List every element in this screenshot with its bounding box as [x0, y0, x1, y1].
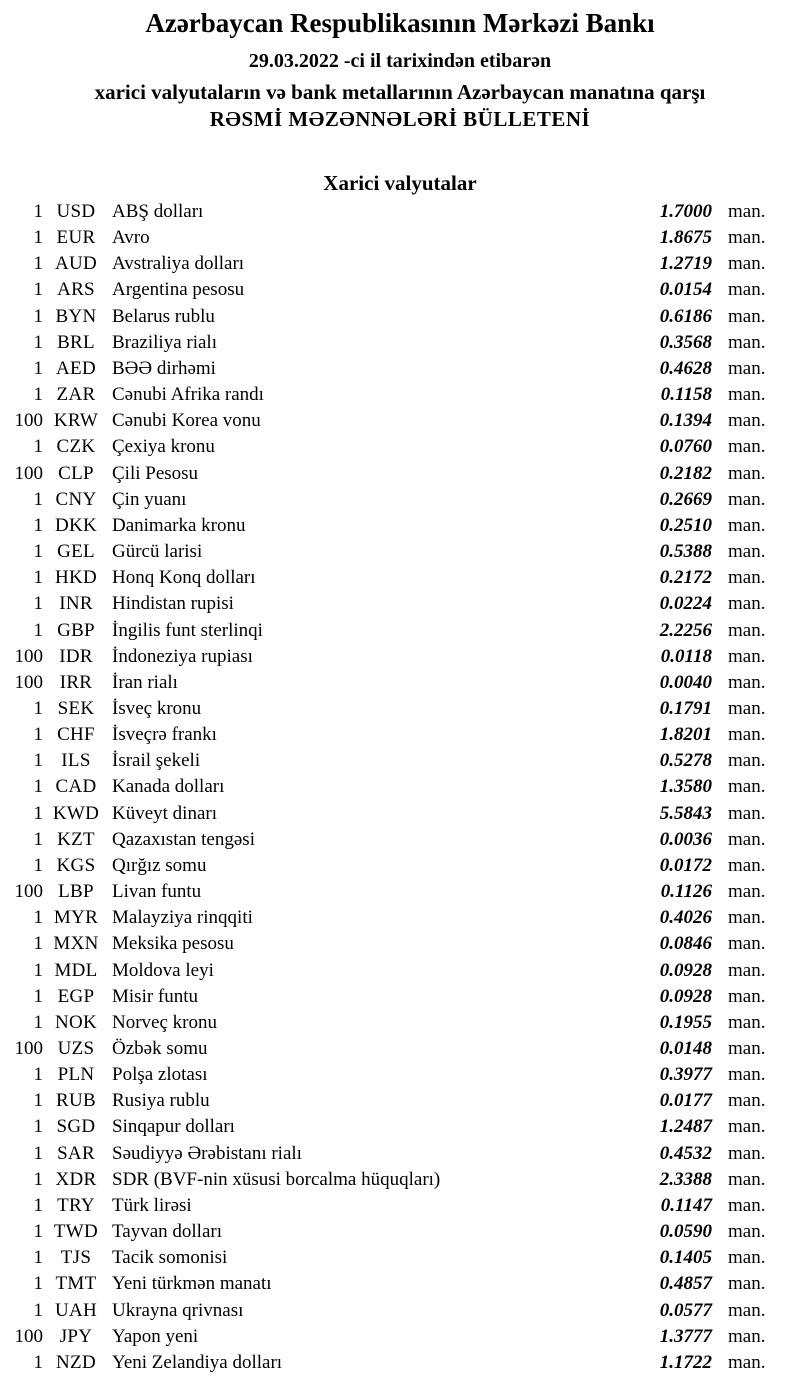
rate-row [0, 434, 800, 460]
currency-name: Çexiya kronu [112, 436, 215, 458]
quantity: 1 [33, 724, 43, 746]
unit-label: man. [728, 384, 766, 406]
currency-code: SEK [57, 697, 95, 719]
currency-name: Belarus rublu [112, 305, 215, 327]
effective-date-line: 29.03.2022 -ci il tarixindən etibarən [248, 50, 552, 72]
currency-code: XDR [55, 1168, 97, 1190]
rate-value: 0.1405 [659, 1247, 712, 1269]
rate-value: 0.0928 [659, 959, 712, 981]
rate-value: 5.5843 [659, 802, 712, 824]
currency-name: ABŞ dolları [112, 201, 204, 222]
currency-name: Avstraliya dolları [112, 253, 245, 275]
quantity: 1 [33, 828, 43, 850]
rate-row [0, 958, 800, 984]
rate-value: 0.4532 [659, 1142, 712, 1164]
rate-row [0, 356, 800, 382]
rate-row [0, 931, 800, 957]
rate-row [0, 670, 800, 696]
unit-label: man. [728, 1299, 766, 1321]
quantity: 1 [33, 201, 43, 222]
rate-row [0, 1271, 800, 1297]
rate-value: 0.0590 [659, 1221, 712, 1243]
currency-code: HKD [54, 567, 98, 589]
rate-value: 0.0760 [659, 436, 712, 458]
unit-label: man. [728, 671, 766, 693]
currency-code: UAH [54, 1299, 98, 1321]
quantity: 1 [33, 541, 43, 563]
currency-code: TMT [55, 1273, 97, 1295]
unit-label: man. [728, 933, 766, 955]
currency-name: İngilis funt sterlinqi [112, 619, 263, 641]
rate-row [0, 1114, 800, 1140]
currency-code: KWD [52, 802, 100, 824]
currency-code: KZT [57, 828, 95, 850]
rate-row [0, 905, 800, 931]
currency-code: BYN [55, 305, 97, 327]
currency-name: Misir funtu [112, 985, 199, 1007]
currency-name: Yeni türkmən manatı [112, 1273, 272, 1295]
rate-value: 0.0928 [659, 985, 712, 1007]
rate-value: 0.6186 [659, 305, 712, 327]
unit-label: man. [728, 1011, 766, 1033]
quantity: 1 [33, 776, 43, 798]
unit-label: man. [728, 1116, 766, 1138]
quantity: 100 [14, 462, 43, 484]
currency-name: Tacik somonisi [112, 1247, 228, 1269]
rate-row [0, 382, 800, 408]
rate-value: 0.0846 [659, 933, 712, 955]
unit-label: man. [728, 488, 766, 510]
bulletin-header [0, 0, 800, 132]
rate-row [0, 644, 800, 670]
rate-row [0, 1193, 800, 1219]
currency-code: ZAR [56, 384, 96, 406]
rate-value: 0.5278 [659, 750, 712, 772]
rate-row [0, 461, 800, 487]
currency-name: Avro [112, 227, 150, 249]
rate-value: 0.1394 [659, 410, 712, 432]
currency-code: USD [56, 201, 96, 222]
quantity: 1 [33, 357, 43, 379]
rate-value: 2.2256 [659, 619, 712, 641]
rate-row [0, 801, 800, 827]
rate-row [0, 618, 800, 644]
rate-value: 0.5388 [659, 541, 712, 563]
quantity: 100 [14, 881, 43, 903]
unit-label: man. [728, 619, 766, 641]
currency-name: Türk lirəsi [112, 1194, 192, 1216]
currency-name: Sinqapur dolları [112, 1116, 235, 1138]
quantity: 1 [33, 305, 43, 327]
currency-code: CNY [55, 488, 97, 510]
currency-name: Honq Konq dolları [112, 567, 256, 589]
unit-label: man. [728, 331, 766, 353]
rate-row [0, 565, 800, 591]
rate-row [0, 487, 800, 513]
quantity: 1 [33, 959, 43, 981]
rate-value: 0.0040 [659, 671, 712, 693]
rate-value: 0.4026 [659, 907, 712, 929]
unit-label: man. [728, 279, 766, 301]
currency-code: MDL [54, 959, 98, 981]
quantity: 100 [14, 410, 43, 432]
currency-code: IDR [59, 645, 93, 667]
currency-code: RUB [56, 1090, 96, 1112]
rate-row [0, 1167, 800, 1193]
rate-value: 1.1722 [659, 1351, 712, 1373]
currency-name: Livan funtu [112, 881, 202, 903]
rate-row [0, 591, 800, 617]
currency-code: ILS [61, 750, 91, 772]
currency-name: Rusiya rublu [112, 1090, 210, 1112]
quantity: 1 [33, 854, 43, 876]
currency-name: İsrail şekeli [112, 750, 201, 772]
quantity: 1 [33, 750, 43, 772]
rate-row [0, 696, 800, 722]
rate-value: 0.1791 [659, 697, 712, 719]
quantity: 1 [33, 253, 43, 275]
quantity: 100 [14, 645, 43, 667]
rate-value: 0.0177 [659, 1090, 712, 1112]
currency-name: Danimarka kronu [112, 514, 246, 536]
currency-name: Ukrayna qrivnası [112, 1299, 244, 1321]
rate-value: 0.2182 [659, 462, 712, 484]
currency-name: Gürcü larisi [112, 541, 203, 563]
unit-label: man. [728, 1194, 766, 1216]
rate-row [0, 199, 800, 225]
quantity: 1 [33, 1247, 43, 1269]
unit-label: man. [728, 1168, 766, 1190]
unit-label: man. [728, 907, 766, 929]
rates-table [0, 199, 800, 1376]
quantity: 1 [33, 384, 43, 406]
unit-label: man. [728, 567, 766, 589]
rate-value: 0.1158 [660, 384, 712, 406]
currency-name: İsveçrə frankı [112, 724, 217, 746]
currency-name: Küveyt dinarı [112, 802, 218, 824]
rate-row [0, 1324, 800, 1350]
rate-value: 1.8201 [659, 724, 712, 746]
currency-name: BƏƏ dirhəmi [112, 357, 216, 379]
rate-value: 1.7000 [659, 201, 712, 222]
quantity: 1 [33, 1299, 43, 1321]
rate-row [0, 1350, 800, 1376]
unit-label: man. [728, 593, 766, 615]
currency-name: Çili Pesosu [112, 462, 199, 484]
currency-code: AED [56, 357, 96, 379]
quantity: 1 [33, 1142, 43, 1164]
quantity: 1 [33, 907, 43, 929]
unit-label: man. [728, 881, 766, 903]
rate-value: 0.0172 [659, 854, 712, 876]
currency-name: Moldova leyi [112, 959, 214, 981]
unit-label: man. [728, 1142, 766, 1164]
rate-row [0, 1088, 800, 1114]
rate-value: 0.0577 [659, 1299, 712, 1321]
unit-label: man. [728, 305, 766, 327]
rate-value: 1.3580 [659, 776, 712, 798]
bank-title: Azərbaycan Respublikasının Mərkəzi Bankı [145, 8, 655, 38]
unit-label: man. [728, 959, 766, 981]
currency-code: TRY [57, 1194, 95, 1216]
quantity: 1 [33, 331, 43, 353]
currency-name: Cənubi Afrika randı [112, 384, 264, 406]
currency-name: İndoneziya rupiası [112, 645, 253, 667]
currency-code: ARS [57, 279, 95, 301]
currency-code: SGD [56, 1116, 96, 1138]
rate-value: 0.0118 [660, 645, 712, 667]
currency-code: INR [59, 593, 93, 615]
quantity: 1 [33, 1194, 43, 1216]
currency-code: EGP [57, 985, 95, 1007]
rate-row [0, 853, 800, 879]
rate-value: 0.2510 [659, 514, 712, 536]
quantity: 1 [33, 567, 43, 589]
rate-row [0, 1298, 800, 1324]
currency-code: TJS [60, 1247, 92, 1269]
unit-label: man. [728, 724, 766, 746]
unit-label: man. [728, 1325, 766, 1347]
section-title-foreign-currencies: Xarici valyutalar [323, 171, 477, 195]
currency-name: Səudiyyə Ərəbistanı rialı [112, 1142, 302, 1164]
unit-label: man. [728, 1090, 766, 1112]
currency-code: MYR [53, 907, 99, 929]
quantity: 1 [33, 802, 43, 824]
rate-value: 1.2487 [659, 1116, 712, 1138]
currency-name: Polşa zlotası [112, 1064, 208, 1086]
rate-row [0, 1010, 800, 1036]
quantity: 1 [33, 985, 43, 1007]
quantity: 100 [14, 1038, 43, 1059]
quantity: 1 [33, 1273, 43, 1295]
unit-label: man. [728, 514, 766, 536]
unit-label: man. [728, 227, 766, 249]
unit-label: man. [728, 854, 766, 876]
rate-row [0, 1219, 800, 1245]
rate-value: 1.2719 [659, 253, 712, 275]
unit-label: man. [728, 645, 766, 667]
rate-row [0, 984, 800, 1010]
quantity: 100 [14, 671, 43, 693]
rate-value: 0.4628 [659, 357, 712, 379]
unit-label: man. [728, 776, 766, 798]
rate-row [0, 1141, 800, 1167]
currency-code: KGS [56, 854, 96, 876]
rate-row [0, 722, 800, 748]
currency-name: Norveç kronu [112, 1011, 217, 1033]
rate-value: 0.1955 [659, 1011, 712, 1033]
unit-label: man. [728, 201, 766, 222]
currency-code: CZK [56, 436, 96, 458]
unit-label: man. [728, 697, 766, 719]
rate-row [0, 827, 800, 853]
rate-row [0, 408, 800, 434]
unit-label: man. [728, 1038, 766, 1059]
quantity: 1 [33, 1168, 43, 1190]
unit-label: man. [728, 1351, 766, 1373]
unit-label: man. [728, 1273, 766, 1295]
quantity: 1 [33, 436, 43, 458]
currency-code: BRL [57, 331, 95, 353]
rate-row [0, 539, 800, 565]
rate-row [0, 513, 800, 539]
unit-label: man. [728, 410, 766, 432]
rate-row [0, 1062, 800, 1088]
rate-row [0, 774, 800, 800]
currency-code: JPY [59, 1325, 93, 1347]
rate-row [0, 330, 800, 356]
rate-row [0, 879, 800, 905]
unit-label: man. [728, 750, 766, 772]
rate-value: 1.8675 [659, 227, 712, 249]
rate-row [0, 1245, 800, 1271]
currency-name: Cənubi Korea vonu [112, 410, 261, 432]
currency-code: TWD [53, 1221, 99, 1243]
rate-value: 0.2172 [659, 567, 712, 589]
rate-row [0, 304, 800, 330]
bulletin-title: RƏSMİ MƏZƏNNƏLƏRİ BÜLLETENİ [209, 107, 591, 131]
rate-value: 0.4857 [659, 1273, 712, 1295]
unit-label: man. [728, 828, 766, 850]
unit-label: man. [728, 436, 766, 458]
currency-code: CLP [58, 462, 94, 484]
quantity: 1 [33, 1116, 43, 1138]
unit-label: man. [728, 985, 766, 1007]
quantity: 1 [33, 1064, 43, 1086]
unit-label: man. [728, 802, 766, 824]
currency-name: Hindistan rupisi [112, 593, 234, 615]
currency-code: GBP [57, 619, 95, 641]
currency-code: UZS [57, 1038, 95, 1059]
unit-label: man. [728, 253, 766, 275]
rate-row [0, 225, 800, 251]
currency-name: Argentina pesosu [112, 279, 245, 301]
unit-label: man. [728, 357, 766, 379]
quantity: 1 [33, 1090, 43, 1112]
rate-value: 0.1126 [660, 881, 712, 903]
subject-line: xarici valyutaların və bank metallarının Azərbaycan manatına qarşı [94, 80, 706, 104]
currency-code: NOK [54, 1011, 98, 1033]
currency-code: MXN [53, 933, 99, 955]
rate-value: 0.0224 [659, 593, 712, 615]
currency-name: Malayziya rinqqiti [112, 907, 253, 929]
unit-label: man. [728, 541, 766, 563]
currency-code: EUR [56, 227, 96, 249]
unit-label: man. [728, 1064, 766, 1086]
currency-code: AUD [54, 253, 98, 275]
currency-code: CHF [57, 724, 95, 746]
currency-name: Çin yuanı [112, 488, 187, 510]
currency-code: KRW [53, 410, 99, 432]
quantity: 1 [33, 933, 43, 955]
rate-row [0, 748, 800, 774]
currency-name: Braziliya rialı [112, 331, 217, 353]
quantity: 1 [33, 1221, 43, 1243]
currency-name: Qırğız somu [112, 854, 207, 876]
rate-value: 0.3977 [659, 1064, 712, 1086]
currency-name: Yapon yeni [112, 1325, 199, 1347]
currency-name: SDR (BVF-nin xüsusi borcalma hüquqları) [112, 1168, 441, 1190]
quantity: 1 [33, 1351, 43, 1373]
quantity: 1 [33, 619, 43, 641]
currency-name: Yeni Zelandiya dolları [112, 1351, 283, 1373]
quantity: 1 [33, 593, 43, 615]
currency-name: İran rialı [112, 671, 178, 693]
currency-name: Tayvan dolları [112, 1221, 222, 1243]
currency-name: Qazaxıstan tengəsi [112, 828, 255, 850]
currency-name: İsveç kronu [112, 697, 202, 719]
quantity: 1 [33, 1011, 43, 1033]
currency-code: LBP [58, 881, 94, 903]
currency-code: NZD [56, 1351, 96, 1373]
rate-value: 0.0154 [659, 279, 712, 301]
rate-value: 2.3388 [659, 1168, 712, 1190]
currency-code: PLN [57, 1064, 95, 1086]
unit-label: man. [728, 462, 766, 484]
quantity: 100 [14, 1325, 43, 1347]
rate-row [0, 277, 800, 303]
rate-value: 0.0036 [659, 828, 712, 850]
rate-value: 0.2669 [659, 488, 712, 510]
rate-row [0, 251, 800, 277]
currency-code: GEL [57, 541, 95, 563]
currency-name: Kanada dolları [112, 776, 225, 798]
currency-code: SAR [57, 1142, 95, 1164]
rate-value: 0.1147 [660, 1194, 712, 1216]
quantity: 1 [33, 227, 43, 249]
currency-name: Özbək somu [112, 1038, 208, 1059]
quantity: 1 [33, 488, 43, 510]
currency-code: DKK [54, 514, 98, 536]
rate-value: 0.0148 [659, 1038, 712, 1059]
quantity: 1 [33, 697, 43, 719]
currency-code: CAD [55, 776, 97, 798]
currency-name: Meksika pesosu [112, 933, 234, 955]
unit-label: man. [728, 1247, 766, 1269]
currency-code: IRR [59, 671, 93, 693]
rate-row [0, 1036, 800, 1062]
quantity: 1 [33, 514, 43, 536]
unit-label: man. [728, 1221, 766, 1243]
quantity: 1 [33, 279, 43, 301]
rate-value: 0.3568 [659, 331, 712, 353]
rate-value: 1.3777 [659, 1325, 712, 1347]
